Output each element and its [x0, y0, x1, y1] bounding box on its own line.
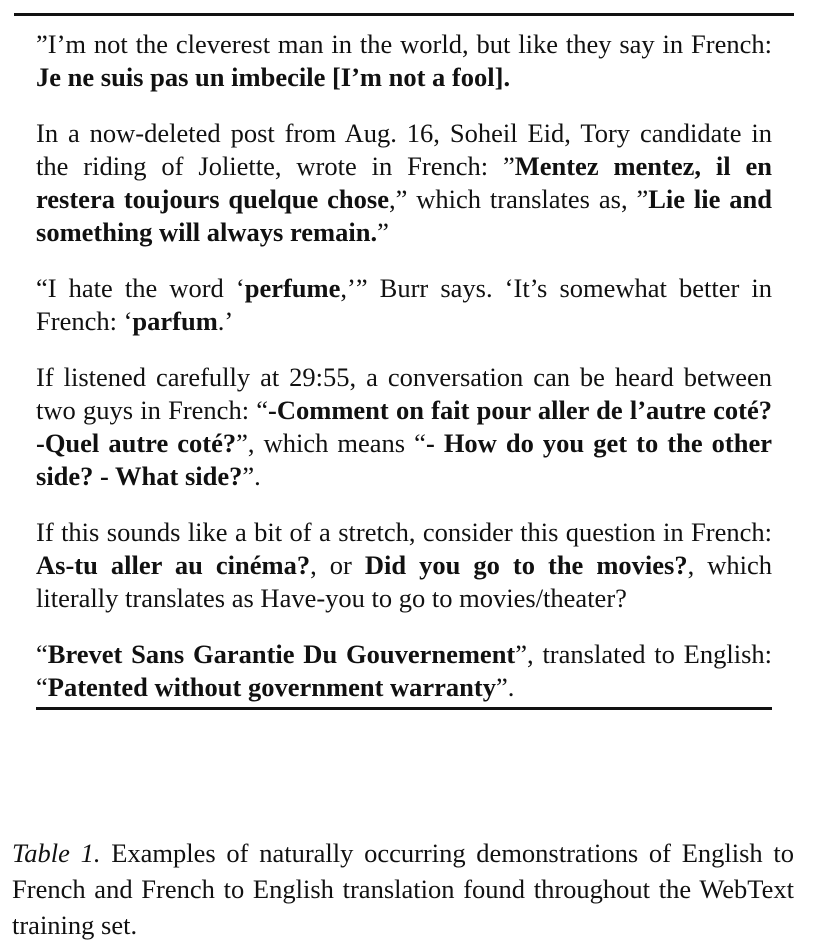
- row-text: In a now-deleted post from Aug. 16, Soheil Eid, Tory candidate in the riding of Joliette, wrote in French: ”: [36, 118, 772, 181]
- row-text: .’: [217, 306, 234, 336]
- row-text: ”: [377, 217, 389, 247]
- row-text: ”I’m not the cleverest man in the world, but like they say in French:: [36, 29, 772, 59]
- row-text: “: [36, 639, 48, 669]
- row-text-bold: As-tu aller au cinéma?: [36, 550, 311, 580]
- table-row: [36, 117, 772, 249]
- row-text: , which literally translates as Have-you to go to movies/theater?: [36, 550, 773, 613]
- row-text: ”, which means “: [236, 428, 426, 458]
- table-row: [36, 28, 772, 94]
- row-text: ,’” Burr says. ‘It’s somewhat better in French: ‘: [36, 273, 772, 336]
- row-text-bold: parfum: [132, 306, 218, 336]
- table-caption: [12, 835, 794, 943]
- row-text-bold: - How do you get to the other side? - What side?: [36, 428, 772, 491]
- table-row: [36, 361, 772, 493]
- table-row: [36, 516, 772, 615]
- table-row: [36, 272, 772, 338]
- row-text: ,” which translates as, ”: [388, 184, 649, 214]
- row-text: “I hate the word ‘: [36, 273, 245, 303]
- caption-label: Table 1.: [12, 837, 101, 868]
- row-text: ”.: [242, 461, 261, 491]
- row-text-bold: Mentez mentez, il en restera toujours quelque chose: [36, 151, 772, 214]
- row-text: If this sounds like a bit of a stretch, consider this question in French:: [36, 517, 772, 547]
- row-text-bold: Did you go to the movies?: [364, 550, 688, 580]
- row-text-bold: Patented without government warranty: [47, 672, 496, 702]
- translation-examples-table: [14, 13, 794, 710]
- row-text: If listened carefully at 29:55, a conversation can be heard between two guys in French: “: [36, 362, 772, 425]
- row-text-bold: Je ne suis pas un imbecile [I’m not a fool].: [36, 62, 511, 92]
- table-row: [36, 638, 772, 704]
- table-rows: [14, 16, 794, 704]
- row-text: , or: [310, 550, 365, 580]
- row-text-bold: Lie lie and something will always remain.: [36, 184, 773, 247]
- row-text-bold: -Comment on fait pour aller de l’autre coté? -Quel autre coté?: [36, 395, 772, 458]
- table-bottom-rule: [36, 707, 772, 710]
- row-text-bold: perfume: [244, 273, 341, 303]
- caption-text: Examples of naturally occurring demonstrations of English to French and French to English translation found throughout the WebText training set.: [12, 837, 794, 940]
- row-text: ”, translated to English: “: [36, 639, 772, 702]
- row-text-bold: Brevet Sans Garantie Du Gouvernement: [47, 639, 516, 669]
- row-text: ”.: [496, 672, 515, 702]
